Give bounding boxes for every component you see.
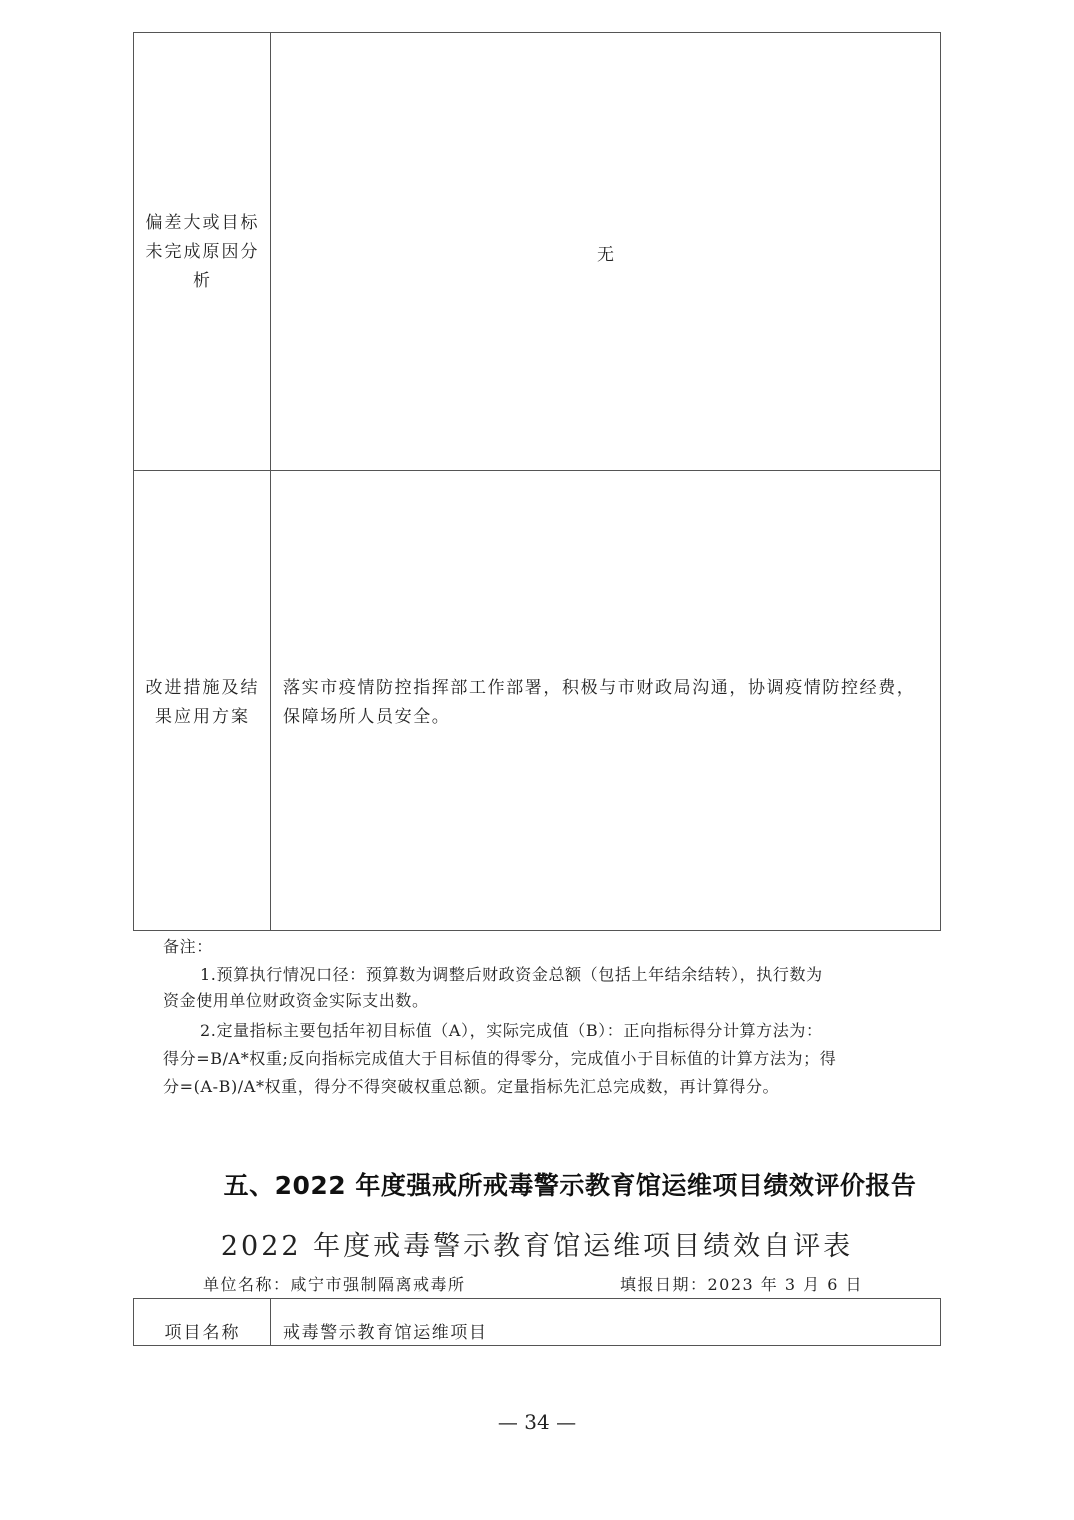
label-line: 偏差大或目标 [145, 213, 260, 233]
project-name-value: 戒毒警示教育馆运维项目 [283, 1323, 488, 1343]
table-column-divider [270, 32, 271, 931]
table-border-bottom [133, 1345, 941, 1346]
content-line: 无 [597, 245, 614, 265]
label-line: 未完成原因分 [145, 242, 260, 262]
improvement-measures-value [283, 674, 915, 732]
content-line: 落实市疫情防控指挥部工作部署，积极与市财政局沟通，协调疫情防控经费， [283, 678, 916, 698]
note-line: 分=(A-B)/A*权重，得分不得突破权重总额。定量指标先汇总完成数，再计算得分。 [163, 1077, 780, 1096]
unit-name: 单位名称：咸宁市强制隔离戒毒所 [203, 1275, 466, 1294]
label-line: 析 [193, 271, 212, 291]
table-row-divider [133, 470, 941, 471]
project-name-label: 项目名称 [164, 1323, 241, 1343]
form-title: 2022 年度戒毒警示教育馆运维项目绩效自评表 [220, 1231, 854, 1262]
note-line: 资金使用单位财政资金实际支出数。 [163, 991, 429, 1010]
table-border-left [133, 32, 134, 931]
table-border-right [940, 32, 941, 931]
table-border-top [133, 1298, 941, 1299]
label-line: 果应用方案 [155, 707, 250, 727]
label-line: 改进措施及结 [145, 678, 260, 698]
deviation-reason-value [271, 240, 940, 265]
table-border-right [940, 1298, 941, 1346]
page-number: — 34 — [497, 1410, 577, 1434]
note-line: 1.预算执行情况口径：预算数为调整后财政资金总额（包括上年结余结转），执行数为 [200, 965, 823, 984]
table-border-top [133, 32, 941, 33]
notes-heading: 备注： [163, 937, 213, 956]
deviation-reason-label [134, 209, 271, 296]
note-line: 2.定量指标主要包括年初目标值（A），实际完成值（B）：正向指标得分计算方法为： [200, 1021, 823, 1040]
table-border-bottom [133, 930, 941, 931]
improvement-measures-label [134, 674, 271, 732]
content-line: 保障场所人员安全。 [283, 707, 451, 727]
fill-date: 填报日期：2023 年 3 月 6 日 [620, 1275, 864, 1294]
section-heading: 五、2022 年度强戒所戒毒警示教育馆运维项目绩效评价报告 [223, 1171, 917, 1200]
note-line: 得分=B/A*权重;反向指标完成值大于目标值的得零分，完成值小于目标值的计算方法为；得 [163, 1049, 837, 1068]
